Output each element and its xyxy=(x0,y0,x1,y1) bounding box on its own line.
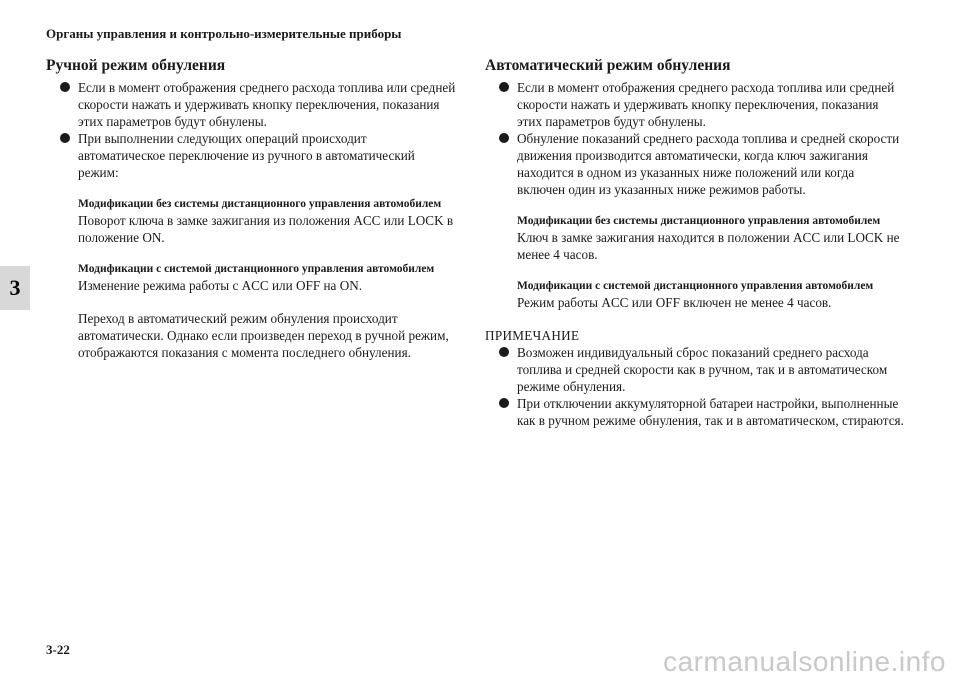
bullet-text: Если в момент отображения среднего расхода топлива или средней скорости нажать и удерживать кнопку переключения, показания этих параметров будут обнулены. xyxy=(517,80,895,129)
page-number: 3-22 xyxy=(46,642,70,657)
info-paragraph: Переход в автоматический режим обнуления происходит автоматически. Однако если произведен переход в ручной режим, отображаются показания с момента последнего обнуления. xyxy=(78,311,449,360)
chapter-tab xyxy=(0,266,30,310)
bullet-item xyxy=(485,130,905,198)
bullet-item xyxy=(46,79,456,130)
bullet-item xyxy=(46,130,456,181)
bullet-text: Обнуление показаний среднего расхода топлива и средней скорости движения производится автоматически, когда ключ зажигания находится в одном из указанных ниже положений или когда включен один из указанных ниже режимов работы. xyxy=(517,131,900,197)
manual-reset-title: Ручной режим обнуления xyxy=(46,57,226,74)
bullet-text: Возможен индивидуальный сброс показаний среднего расхода топлива и средней скорости как в ручном, так и в автоматическом режиме обнуления. xyxy=(517,345,888,394)
right-column xyxy=(485,56,905,429)
condition-block xyxy=(46,262,456,294)
auto-reset-title: Автоматический режим обнуления xyxy=(485,57,731,74)
condition-text: Изменение режима работы с ACC или OFF на ON. xyxy=(78,278,363,293)
condition-block xyxy=(485,214,905,263)
condition-block xyxy=(485,279,905,311)
condition-block xyxy=(46,197,456,246)
bullet-dot-icon xyxy=(499,82,509,92)
bullet-dot-icon xyxy=(499,133,509,143)
bullet-dot-icon xyxy=(499,398,509,408)
note-bullet-item xyxy=(485,344,905,395)
bullet-item xyxy=(485,79,905,130)
condition-text: Режим работы ACC или OFF включен не менее 4 часов. xyxy=(517,295,832,310)
bullet-dot-icon xyxy=(60,82,70,92)
bullet-text: При выполнении следующих операций происходит автоматическое переключение из ручного в автоматический режим: xyxy=(78,131,415,180)
condition-heading: Модификации без системы дистанционного управления автомобилем xyxy=(517,215,881,227)
bullet-text: Если в момент отображения среднего расхода топлива или средней скорости нажать и удерживать кнопку переключения, показания этих параметров будут обнулены. xyxy=(78,80,456,129)
note-label: ПРИМЕЧАНИЕ xyxy=(485,328,580,343)
condition-heading: Модификации без системы дистанционного управления автомобилем xyxy=(78,198,442,210)
left-column xyxy=(46,56,456,361)
bullet-dot-icon xyxy=(499,347,509,357)
bullet-text: При отключении аккумуляторной батареи настройки, выполненные как в ручном режиме обнуления, так и в автоматическом, стираются. xyxy=(517,396,904,428)
condition-heading: Модификации с системой дистанционного управления автомобилем xyxy=(517,280,874,292)
bullet-dot-icon xyxy=(60,133,70,143)
note-bullet-item xyxy=(485,395,905,429)
condition-heading: Модификации с системой дистанционного управления автомобилем xyxy=(78,263,435,275)
watermark: carmanualsonline.info xyxy=(663,646,946,677)
running-header: Органы управления и контрольно-измерительные приборы xyxy=(46,26,402,41)
condition-text: Поворот ключа в замке зажигания из положения ACC или LOCK в положение ON. xyxy=(78,213,454,245)
condition-text: Ключ в замке зажигания находится в положении ACC или LOCK не менее 4 часов. xyxy=(517,230,900,262)
chapter-number: 3 xyxy=(9,275,21,300)
